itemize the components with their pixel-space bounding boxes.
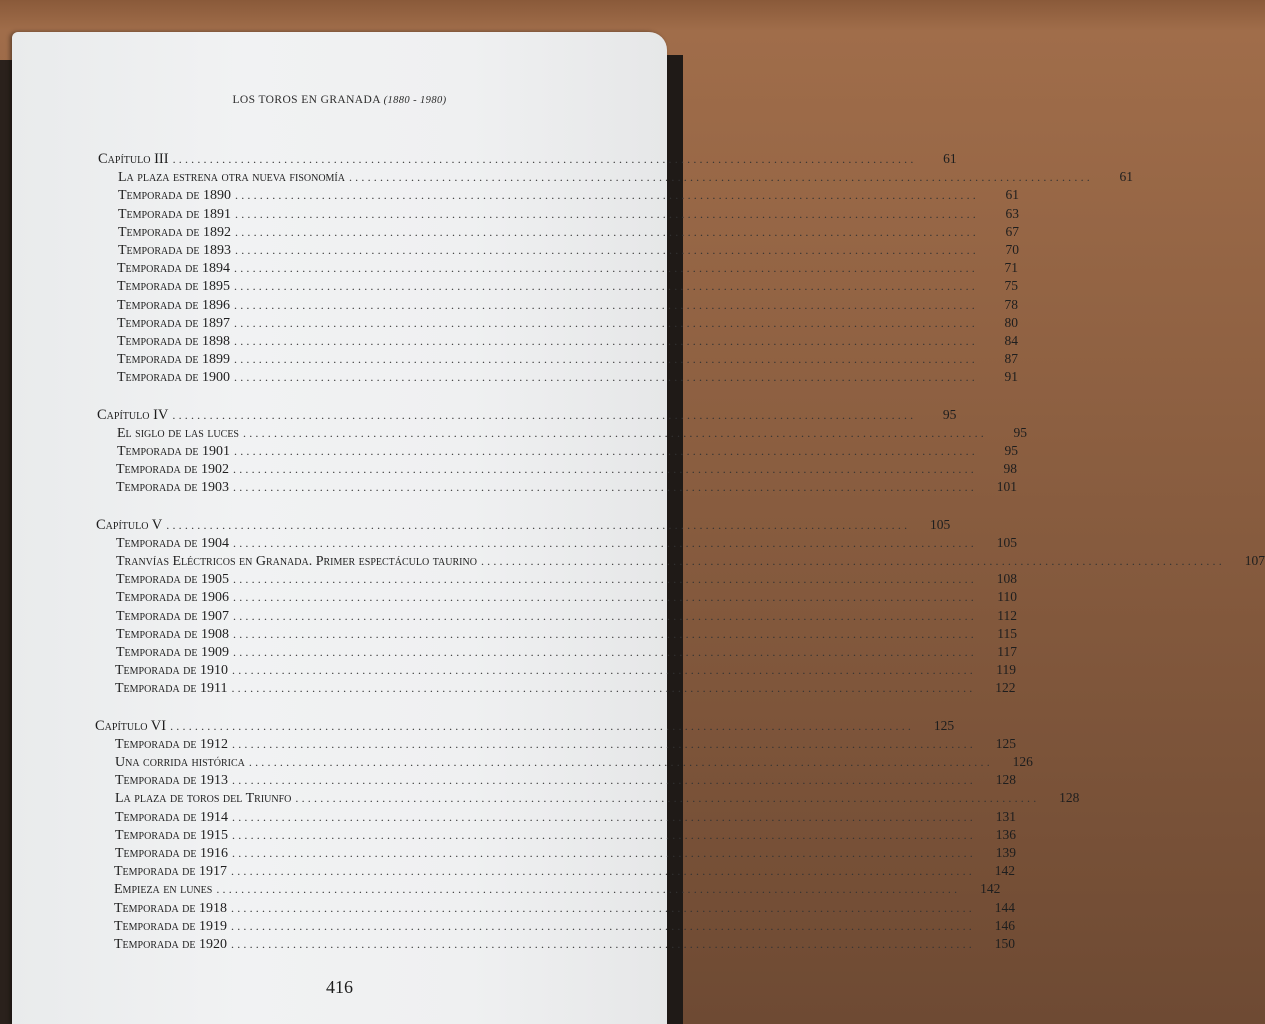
toc-page-number: 87 (1004, 351, 1018, 367)
toc-entry (115, 753, 1033, 771)
toc-page-number: 125 (995, 735, 1016, 751)
toc-label: Temporada de 1901 (117, 444, 230, 459)
toc-label: Una corrida histórica (115, 755, 245, 770)
toc-page-number: 78 (1004, 296, 1018, 312)
toc-label: Empieza en lunes (114, 882, 213, 898)
toc-page-number: 125 (933, 717, 955, 733)
toc-page-number: 128 (995, 772, 1016, 788)
toc-page-number: 95 (1004, 443, 1018, 458)
leader-dots: ........................................................................................................................ (170, 718, 915, 733)
toc-entry (117, 368, 1018, 386)
toc-page-number: 128 (1059, 790, 1080, 806)
toc-page-number: 131 (995, 808, 1016, 824)
toc-label: Temporada de 1895 (117, 279, 230, 295)
toc-label: La plaza estrena otra nueva fisonomía (118, 170, 345, 186)
leader-dots: ........................................................................................................................ (248, 755, 993, 769)
toc-label: Temporada de 1912 (115, 736, 228, 752)
leader-dots: ........................................................................................................................ (235, 224, 979, 239)
leader-dots: ........................................................................................................................ (232, 663, 976, 678)
toc-entry (116, 625, 1017, 643)
toc-page-number: 144 (994, 899, 1015, 915)
toc-page-number: 61 (1005, 187, 1019, 203)
leader-dots: ........................................................................................................................ (234, 370, 978, 385)
leader-dots: ........................................................................................................................ (231, 918, 975, 933)
toc-page-number: 110 (997, 589, 1017, 605)
toc-page-number: 95 (1013, 424, 1027, 440)
toc-page-number: 70 (1005, 242, 1019, 257)
leader-dots: ........................................................................................................................ (234, 444, 978, 458)
toc-page-number: 142 (980, 881, 1001, 897)
toc-page-number: 108 (996, 571, 1017, 587)
toc-entry (115, 808, 1016, 826)
leader-dots: ........................................................................................................................ (234, 334, 978, 348)
leader-dots: ........................................................................................................................ (235, 243, 979, 257)
toc-page-number: 105 (996, 534, 1017, 550)
toc-page-number: 61 (943, 151, 957, 166)
running-head (12, 94, 667, 106)
toc-entry (117, 332, 1018, 350)
toc-label: Temporada de 1902 (116, 462, 229, 478)
page-number: 416 (326, 977, 353, 997)
leader-dots: ........................................................................................................................ (231, 864, 975, 879)
toc-page-number: 117 (997, 644, 1017, 659)
toc-label: Temporada de 1909 (116, 645, 229, 660)
toc-entry (118, 186, 1019, 204)
toc-label: Temporada de 1897 (117, 315, 230, 331)
toc-page-number: 98 (1003, 461, 1017, 477)
toc-entry (115, 735, 1016, 753)
toc-page-number: 101 (996, 479, 1017, 495)
leader-dots: ........................................................................................................................ (233, 608, 977, 623)
toc-entry (116, 588, 1017, 606)
toc-page-number: 119 (996, 662, 1016, 678)
leader-dots: ........................................................................................................................ (232, 736, 976, 751)
toc-label: Temporada de 1898 (117, 334, 230, 349)
toc-page-number: 80 (1004, 314, 1018, 330)
toc-label: Temporada de 1894 (117, 261, 230, 277)
toc-chapter (95, 717, 955, 735)
toc-entry (118, 223, 1019, 241)
toc-entry (115, 844, 1016, 862)
toc-entry (117, 350, 1018, 368)
toc-label: Temporada de 1913 (115, 773, 228, 789)
book-page (12, 32, 1265, 1024)
toc-page-number: 142 (994, 863, 1015, 879)
toc-label: Temporada de 1911 (115, 681, 228, 697)
toc-label: Capítulo III (98, 151, 169, 167)
toc-entry (115, 789, 1080, 807)
toc-entry (118, 205, 1019, 223)
leader-dots: ........................................................................................................................ (348, 170, 1093, 185)
toc-entry (117, 296, 1018, 314)
toc-entry (117, 424, 1027, 442)
leader-dots: ........................................................................................................................ (234, 279, 978, 294)
toc-entry (114, 862, 1015, 880)
toc-page-number: 105 (930, 516, 951, 532)
leader-dots: ........................................................................................................................ (172, 152, 917, 166)
toc-entry (115, 826, 1016, 844)
toc-label: Temporada de 1904 (116, 535, 229, 551)
leader-dots: ........................................................................................................................ (233, 480, 977, 495)
toc-label: Temporada de 1900 (117, 370, 230, 386)
leader-dots: ........................................................................................................................ (233, 590, 977, 605)
toc-entry (115, 771, 1016, 789)
running-title: LOS TOROS EN GRANADA (232, 94, 381, 106)
leader-dots: ........................................................................................................................ (233, 572, 977, 587)
leader-dots: ........................................................................................................................ (243, 425, 987, 440)
toc-entry (117, 259, 1018, 277)
toc-page-number: 71 (1004, 260, 1018, 276)
toc-label: Capítulo IV (97, 406, 169, 423)
toc-page-number: 63 (1005, 205, 1019, 221)
leader-dots: ........................................................................................................................ (232, 846, 976, 860)
leader-dots: ........................................................................................................................ (172, 407, 917, 422)
leader-dots: ........................................................................................................................ (232, 827, 976, 842)
leader-dots: ........................................................................................................................ (166, 517, 911, 532)
toc-label: Temporada de 1919 (114, 918, 227, 934)
toc-label: Temporada de 1908 (116, 626, 229, 642)
toc-label: Temporada de 1914 (115, 809, 228, 825)
toc-page-number: 112 (997, 607, 1017, 623)
toc-label: Temporada de 1892 (118, 224, 231, 240)
leader-dots: ........................................................................................................................ (234, 352, 978, 367)
running-years: (1880 - 1980) (383, 95, 447, 106)
toc-entry (118, 168, 1133, 186)
toc-page-number: 95 (942, 406, 957, 422)
leader-dots: ........................................................................................................................ (234, 297, 978, 312)
toc-page-number: 139 (995, 845, 1016, 860)
leader-dots: ........................................................................................................................ (233, 535, 977, 550)
leader-dots: ........................................................................................................................ (234, 315, 978, 330)
toc-entry (114, 880, 1001, 898)
toc-label: Temporada de 1905 (116, 572, 229, 588)
toc-entry (116, 643, 1017, 661)
leader-dots: ........................................................................................................................ (233, 645, 977, 659)
leader-dots: ........................................................................................................................ (232, 773, 976, 788)
toc-label: Capítulo VI (95, 717, 167, 734)
toc-page-number: 122 (995, 680, 1016, 696)
toc-page-number: 61 (1119, 169, 1133, 185)
toc-chapter (97, 406, 957, 424)
toc-page-number: 136 (995, 826, 1016, 842)
toc-entry (117, 277, 1018, 295)
toc-page-number: 67 (1005, 223, 1019, 239)
toc-page-number: 150 (994, 936, 1015, 951)
toc-entry (117, 314, 1018, 332)
toc-page-number: 126 (1012, 754, 1033, 769)
toc-label: Temporada de 1906 (116, 590, 229, 606)
leader-dots: ........................................................................................................................ (480, 554, 1225, 568)
toc-entry (116, 478, 1017, 496)
toc-entry (116, 460, 1017, 478)
toc-chapter (96, 516, 951, 534)
leader-dots: ........................................................................................................................ (234, 261, 978, 276)
leader-dots: ........................................................................................................................ (231, 937, 975, 951)
leader-dots: ........................................................................................................................ (233, 462, 977, 477)
toc-label: Temporada de 1899 (117, 352, 230, 368)
leader-dots: ........................................................................................................................ (235, 206, 979, 221)
toc-entry (117, 442, 1018, 460)
toc-page-number: 91 (1004, 369, 1018, 385)
leader-dots: ........................................................................................................................ (295, 791, 1040, 806)
toc-entry (114, 899, 1015, 917)
toc-chapter (98, 150, 957, 168)
toc-page-number: 146 (994, 917, 1015, 933)
toc-label: La plaza de toros del Triunfo (115, 791, 292, 807)
toc-label: Temporada de 1917 (114, 864, 227, 880)
toc-entry (116, 534, 1017, 552)
toc-label: Temporada de 1903 (116, 480, 229, 496)
toc-label: Temporada de 1893 (118, 243, 231, 258)
toc-page-number: 75 (1004, 278, 1018, 294)
toc-label: Temporada de 1896 (117, 297, 230, 313)
toc-label: Temporada de 1891 (118, 206, 231, 222)
toc-entry (116, 552, 1265, 570)
toc-entry (118, 241, 1019, 259)
toc-label: Temporada de 1890 (118, 188, 231, 204)
toc-label: Temporada de 1915 (115, 827, 228, 843)
toc-entry (115, 679, 1016, 697)
toc-label: Temporada de 1916 (115, 846, 228, 861)
toc-entry (116, 570, 1017, 588)
toc-page-number: 107 (1244, 553, 1265, 568)
toc-label: Temporada de 1910 (115, 663, 228, 679)
toc-label: Capítulo V (96, 516, 163, 533)
toc-label: Tranvías Eléctricos en Granada. Primer espectáculo taurino (116, 554, 477, 569)
toc-page-number: 115 (997, 625, 1017, 641)
toc-entry (116, 607, 1017, 625)
toc-label: El siglo de las luces (117, 425, 239, 441)
leader-dots: ........................................................................................................................ (233, 626, 977, 641)
toc-entry (114, 917, 1015, 935)
toc-entry (115, 661, 1016, 679)
toc-label: Temporada de 1907 (116, 608, 229, 624)
toc-page-number: 84 (1004, 333, 1018, 348)
toc-label: Temporada de 1920 (114, 937, 227, 952)
toc-label: Temporada de 1918 (114, 900, 227, 916)
leader-dots: ........................................................................................................................ (231, 681, 976, 696)
leader-dots: ........................................................................................................................ (235, 188, 979, 203)
leader-dots: ........................................................................................................................ (216, 882, 961, 897)
leader-dots: ........................................................................................................................ (232, 809, 976, 824)
leader-dots: ........................................................................................................................ (231, 900, 975, 915)
toc-entry (114, 935, 1015, 953)
